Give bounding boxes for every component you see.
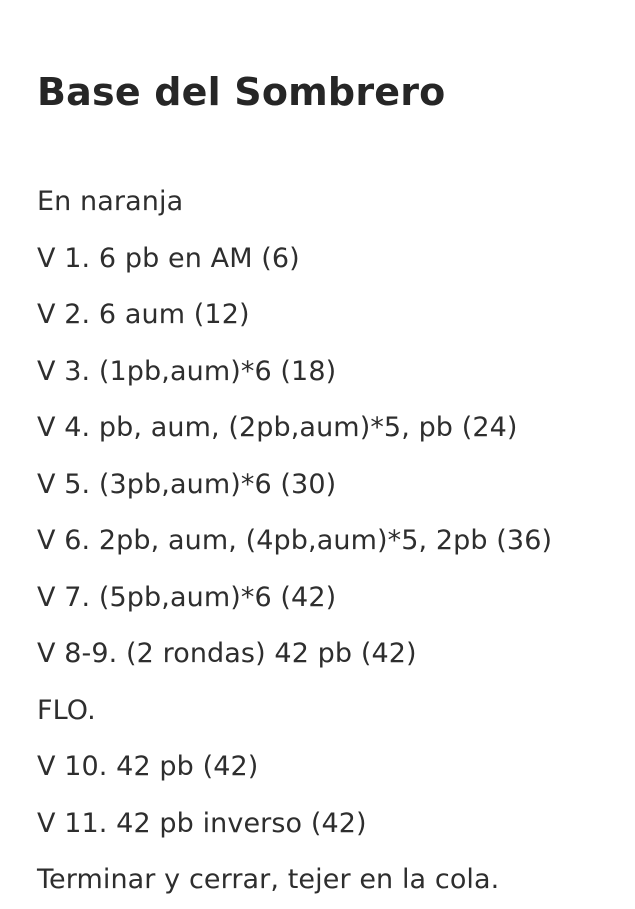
instruction-line: V 1. 6 pb en AM (6) [37,242,300,274]
instruction-line: FLO. [37,694,96,726]
section-title: Base del Sombrero [37,70,446,114]
instruction-line: V 5. (3pb,aum)*6 (30) [37,468,337,500]
instruction-line: V 4. pb, aum, (2pb,aum)*5, pb (24) [37,412,518,443]
instruction-line: V 2. 6 aum (12) [37,299,250,330]
pattern-instructions [37,174,552,909]
instruction-line: V 10. 42 pb (42) [37,751,259,782]
instruction-line: V 11. 42 pb inverso (42) [37,807,367,839]
instruction-line: En naranja [37,186,184,217]
instruction-line: V 7. (5pb,aum)*6 (42) [37,581,337,613]
instruction-line: V 8-9. (2 rondas) 42 pb (42) [37,638,417,669]
instruction-line: V 3. (1pb,aum)*6 (18) [37,355,337,387]
instruction-line: Terminar y cerrar, tejer en la cola. [37,864,500,895]
instruction-line: V 6. 2pb, aum, (4pb,aum)*5, 2pb (36) [37,525,553,556]
